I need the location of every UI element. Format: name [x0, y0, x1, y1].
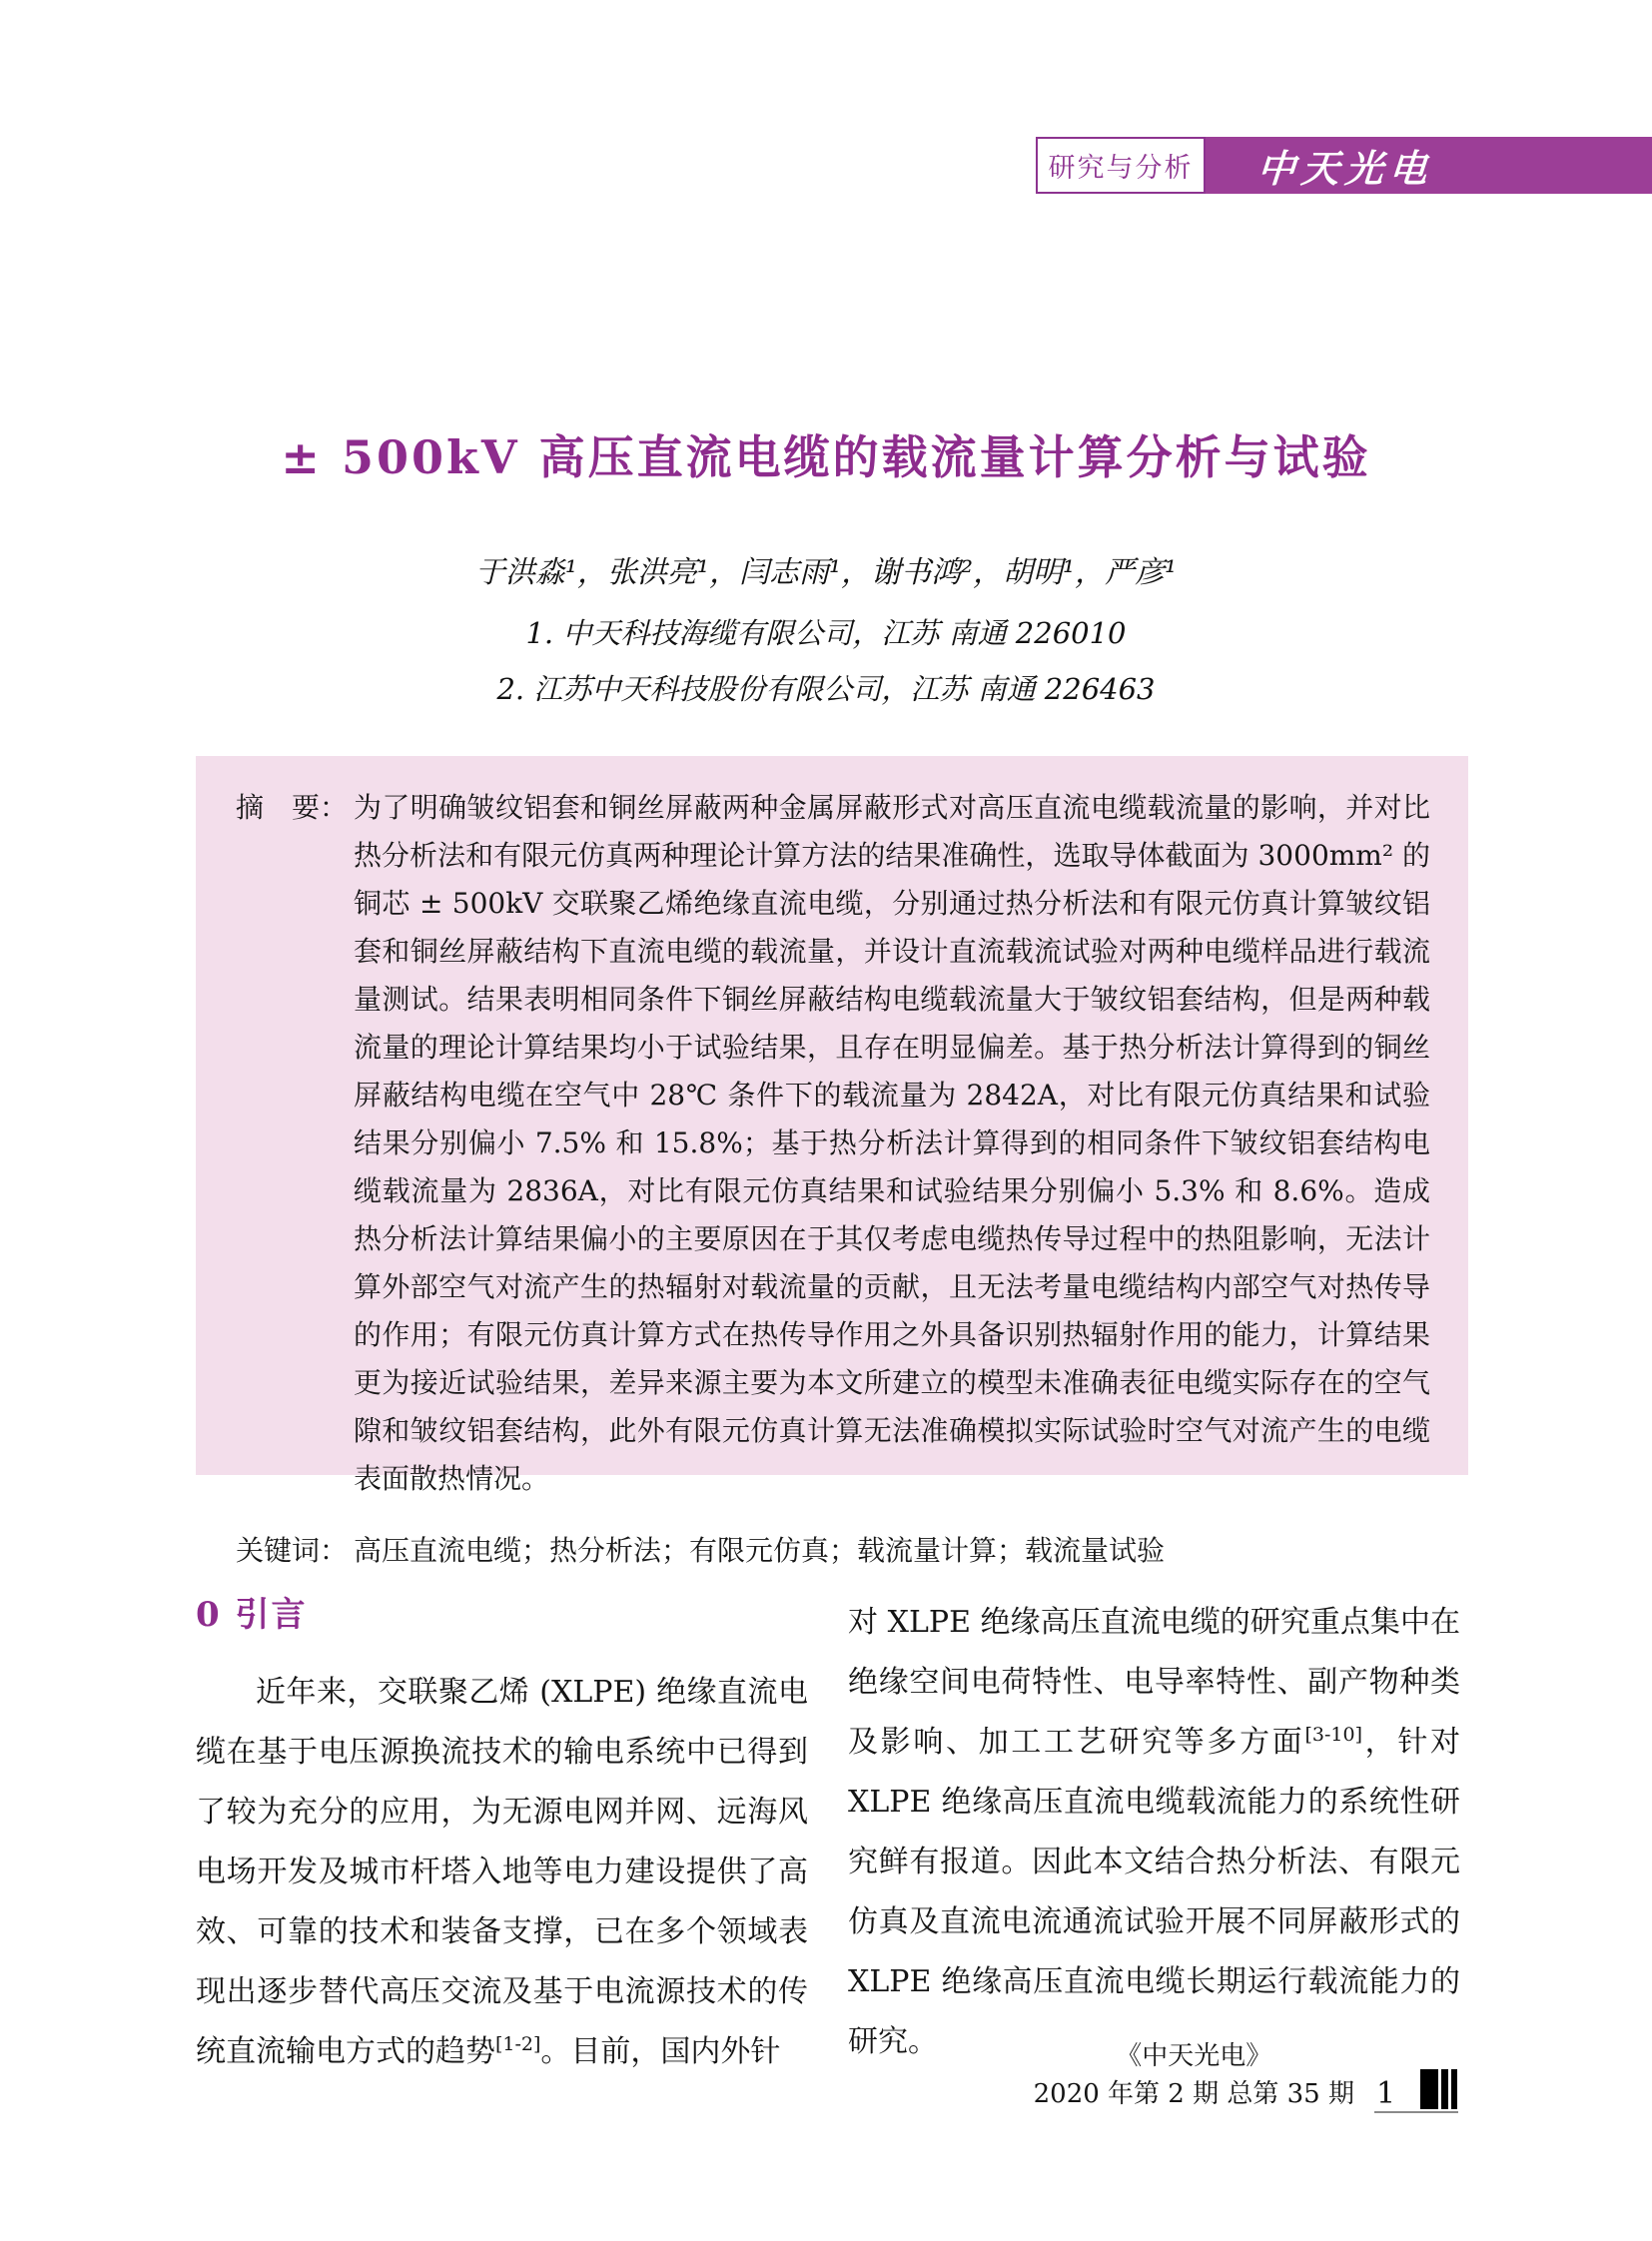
affiliation-line-2: 2. 江苏中天科技股份有限公司，江苏 南通 226463 [496, 672, 1156, 706]
intro-left-text-2: 。目前，国内外针 [540, 2034, 781, 2069]
page-header-bar [1036, 137, 1652, 194]
page-number: 1 [1376, 2076, 1396, 2111]
citation-ref-2: [3-10] [1304, 1724, 1362, 1746]
abstract-row [236, 784, 1430, 1503]
affiliation-line-1: 1. 中天科技海缆有限公司，江苏 南通 226010 [525, 616, 1127, 650]
left-column [196, 1593, 808, 2082]
citation-ref-1: [1-2] [495, 2033, 541, 2055]
barcode-bars-icon [1420, 2069, 1457, 2109]
keywords-text: 高压直流电缆；热分析法；有限元仿真；载流量计算；载流量试验 [354, 1534, 1166, 1567]
intro-heading: 0 引言 [196, 1595, 308, 1635]
intro-right-text-2: ，针对 XLPE 绝缘高压直流电缆载流能力的系统性研究鲜有报道。因此本文结合热分析法、有限元仿真及直流电流通流试验开展不同屏蔽形式的 XLPE 绝缘高压直流电缆长期运行载流能力的研究。 [848, 1725, 1461, 2059]
intro-left-text-1: 近年来，交联聚乙烯 (XLPE) 绝缘直流电缆在基于电压源换流技术的输电系统中已得到了较为充分的应用，为无源电网并网、远海风电场开发及城市杆塔入地等电力建设提供了高效、可靠的技术和装备支撑，已在多个领域表现出逐步替代高压交流及基于电流源技术的传统直流输电方式的趋势 [196, 1675, 808, 2069]
intro-paragraph-right [848, 1593, 1460, 2072]
intro-paragraph-left [196, 1663, 808, 2082]
intro-right-text-1: 对 XLPE 绝缘高压直流电缆的研究重点集中在绝缘空间电荷特性、电导率特性、副产物种类及影响、加工工艺研究等多方面 [848, 1605, 1460, 1760]
page-marker [1374, 2069, 1458, 2113]
page-title: ± 500kV 高压直流电缆的载流量计算分析与试验 [281, 430, 1371, 484]
footer-issue-info: 2020 年第 2 期 总第 35 期 [1033, 2079, 1354, 2109]
body-columns [196, 1593, 1460, 2082]
brand-banner [1206, 137, 1652, 194]
bar-thin-1 [1441, 2069, 1448, 2109]
page-footer [1034, 2037, 1458, 2113]
right-column [848, 1593, 1460, 2082]
brand-logo-text: 中天光电 [1255, 147, 1435, 191]
footer-journal-name: 《中天光电》 [1116, 2041, 1272, 2071]
affiliations-block [0, 605, 1652, 717]
authors-line: 于洪淼¹，张洪亮¹，闫志雨¹，谢书鸿²，胡明¹，严彦¹ [474, 555, 1178, 590]
keywords-label: 关键词： [236, 1534, 349, 1567]
abstract-text: 为了明确皱纹铝套和铜丝屏蔽两种金属屏蔽形式对高压直流电缆载流量的影响，并对比热分析法和有限元仿真两种理论计算方法的结果准确性，选取导体截面为 3000mm² 的铜芯 ± 500kV 交联聚乙烯绝缘直流电缆，分别通过热分析法和有限元仿真计算皱纹铝套和铜丝屏蔽结构下直流电缆的载流量，并设计直流载流试验对两种电缆样品进行载流量测试。结果表明相同条件下铜丝屏蔽结构电缆载流量大于皱纹铝套结构，但是两种载流量的理论计算结果均小于试验结果，且存在明显偏差。基于热分析法计算得到的铜丝屏蔽结构电缆在空气中 28℃ 条件下的载流量为 2842A，对比有限元仿真结果和试验结果分别偏小 7.5% 和 15.8%；基于热分析法计算得到的相同条件下皱纹铝套结构电缆载流量为 2836A，对比有限元仿真结果和试验结果分别偏小 5.3% 和 8.6%。造成热分析法计算结果偏小的主要原因在于其仅考虑电缆热传导过程中的热阻影响，无法计算外部空气对流产生的热辐射对载流量的贡献，且无法考量电缆结构内部空气对热传导的作用；有限元仿真计算方式在热传导作用之外具备识别热辐射作用的能力，计算结果更为接近试验结果，差异来源主要为本文所建立的模型未准确表征电缆实际存在的空气隙和皱纹铝套结构，此外有限元仿真计算无法准确模拟实际试验时空气对流产生的电缆表面散热情况。 [354, 791, 1430, 1495]
keywords-row [236, 1527, 1430, 1575]
column-tag-label: 研究与分析 [1048, 153, 1194, 184]
abstract-label: 摘 要： [236, 791, 349, 824]
bar-thin-2 [1451, 2069, 1457, 2109]
footer-meta [1034, 2037, 1354, 2113]
abstract-box [196, 756, 1468, 1567]
column-tag-box [1036, 137, 1206, 194]
bar-thick [1420, 2069, 1438, 2109]
